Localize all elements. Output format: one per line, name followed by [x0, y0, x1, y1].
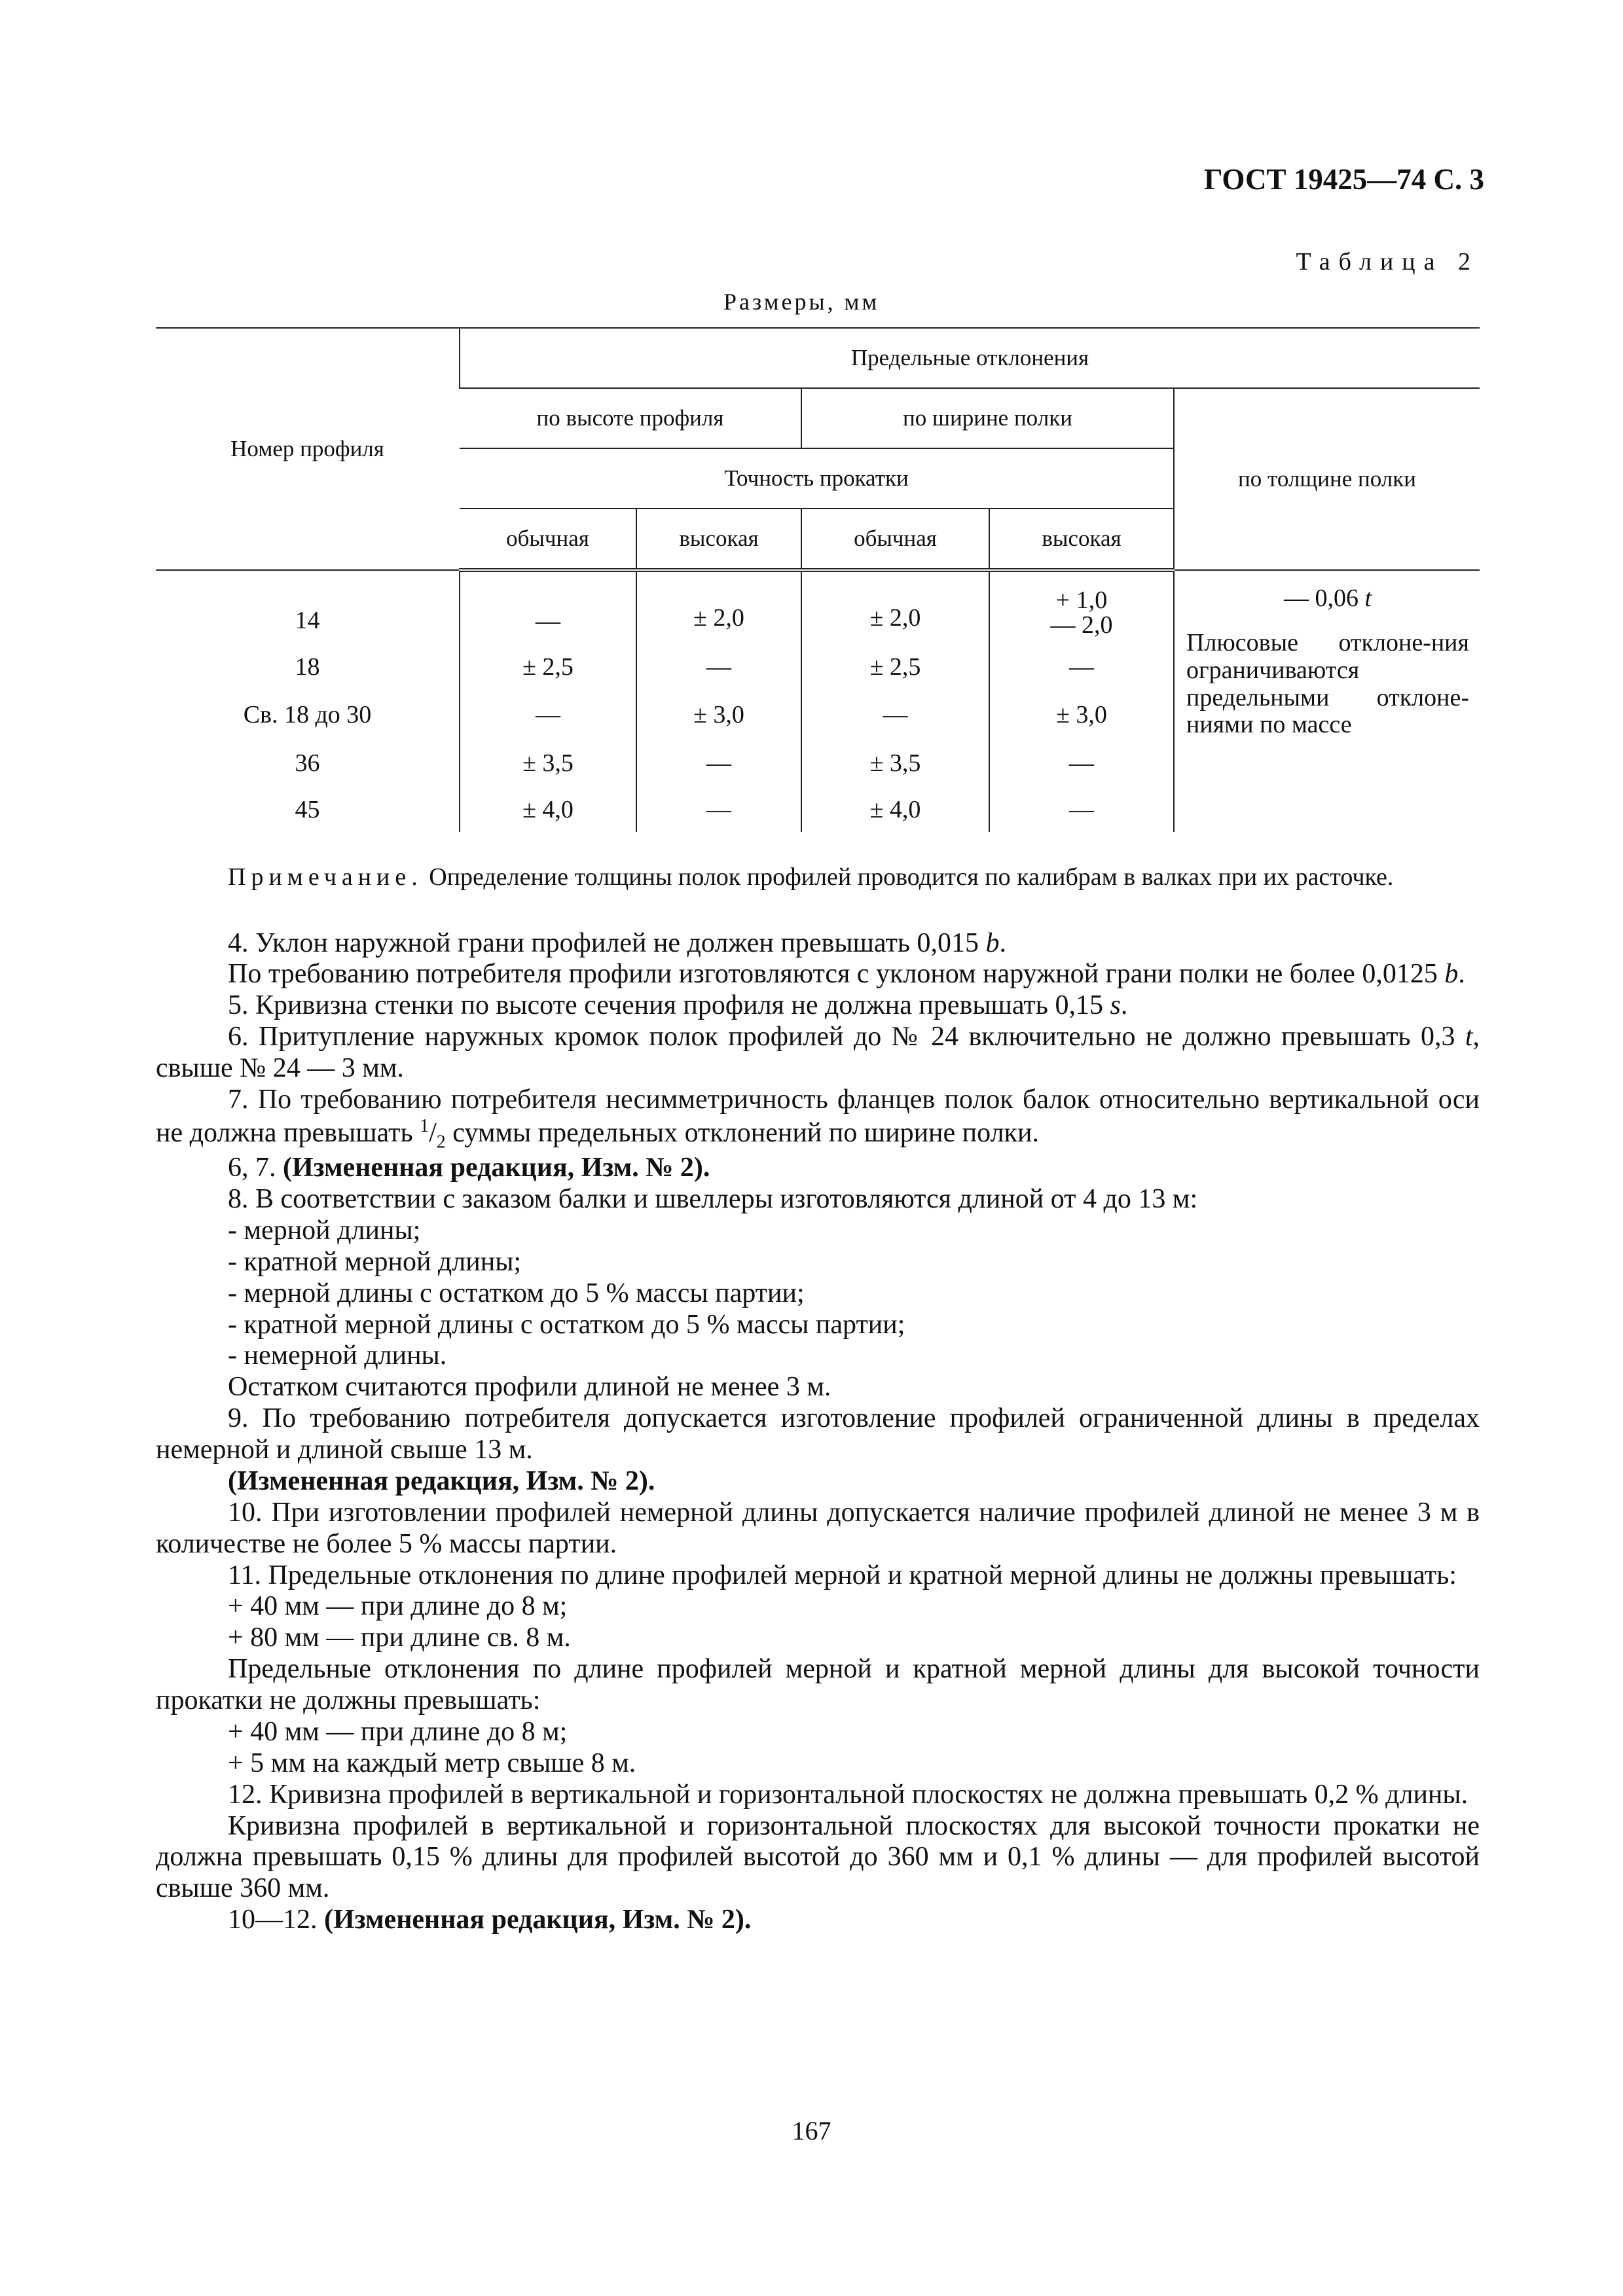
list-item: + 40 мм — при длине до 8 м;: [228, 1591, 568, 1622]
height-high-cell: —: [706, 796, 731, 823]
page-number: 167: [792, 2116, 831, 2145]
width-normal-cell: ± 2,5: [869, 653, 921, 681]
width-high-cell-2: — 2,0: [1050, 611, 1113, 639]
table-note: [156, 863, 1480, 893]
profile-cell: 18: [295, 653, 320, 681]
table-label: Таблица 2: [1296, 248, 1479, 276]
height-normal-cell: ± 4,0: [522, 796, 574, 823]
header-high: высокая: [636, 509, 801, 570]
width-normal-cell: ± 4,0: [869, 796, 921, 823]
note-label: Примечание.: [228, 863, 423, 891]
paragraph-num: 10—12.: [228, 1905, 324, 1935]
body-text: [156, 863, 1480, 1936]
header-limits: Предельные отклонения: [460, 328, 1480, 388]
table-row: [156, 570, 1480, 643]
header-height: по высоте профиля: [460, 388, 801, 448]
height-high-cell: —: [706, 749, 731, 777]
header-high: высокая: [989, 509, 1174, 570]
paragraph-num: 6, 7.: [228, 1153, 283, 1183]
header-thickness: по толщине полки: [1174, 388, 1480, 570]
profile-cell: 14: [295, 606, 320, 634]
paragraph-10: 10. При изготовлении профилей немерной длины допускается наличие профилей длиной не менее 3 м в количестве не более 5 % массы партии.: [156, 1497, 1480, 1559]
paragraph-9-edit: [156, 1466, 1480, 1498]
list-item: + 80 мм — при длине св. 8 м.: [228, 1623, 571, 1653]
note-text: Определение толщины полок профилей проводится по калибрам в валках при их расточке.: [422, 863, 1394, 891]
width-high-cell: —: [1069, 796, 1094, 823]
paragraph-12b: Кривизна профилей в вертикальной и горизонтальной плоскостях для высокой точности прокатки не должна превышать 0,15 % длины для профилей высотой до 360 мм и 0,1 % длины — для профилей высотой свыше 360 мм.: [156, 1810, 1480, 1904]
list-item: - немерной длины.: [228, 1340, 447, 1371]
paragraph-7-text-end: суммы предельных отклонений по ширине полки.: [445, 1117, 1039, 1148]
paragraph-10-12-edit: [156, 1905, 1480, 1936]
paragraph-7: 7. По требованию потребителя несимметричность фланцев полок балок относительно вертикальной оси не должна превышать $^1/_2$ суммы предельных отклонений по ширине полки.: [156, 1084, 1480, 1153]
height-normal-cell: ± 3,5: [522, 749, 574, 777]
height-normal-cell: —: [536, 701, 560, 728]
height-normal-cell: ± 2,5: [522, 653, 574, 681]
list-item: - мерной длины;: [228, 1215, 421, 1246]
width-normal-cell: ± 3,5: [869, 749, 921, 777]
width-high-cell: ± 3,0: [1056, 701, 1107, 728]
profile-cell: 36: [295, 749, 320, 777]
paragraph-4: 4. Уклон наружной грани профилей не должен превышать 0,015 b.: [228, 927, 1006, 958]
table-units: Размеры, мм: [723, 289, 880, 315]
paragraph-6: 6. Притупление наружных кромок полок профилей до № 24 включительно не должно превышать 0,3 t, свыше № 24 — 3 мм.: [156, 1022, 1480, 1084]
paragraph-9: 9. По требованию потребителя допускается изготовление профилей ограниченной длины в пределах немерной и длиной свыше 13 м.: [156, 1403, 1480, 1465]
paragraph-11b: Предельные отклонения по длине профилей мерной и кратной мерной длины для высокой точности прокатки не должны превышать:: [156, 1654, 1480, 1716]
edit-note: (Измененная редакция, Изм. № 2).: [228, 1465, 655, 1496]
paragraph-11: 11. Предельные отклонения по длине профилей мерной и кратной мерной длины не должны превышать:: [228, 1560, 1457, 1590]
header-accuracy: Точность прокатки: [460, 448, 1174, 509]
height-normal-cell: —: [536, 607, 560, 635]
height-high-cell: ± 2,0: [693, 603, 744, 632]
list-item: + 40 мм — при длине до 8 м;: [228, 1716, 568, 1747]
width-high-cell: —: [1069, 653, 1094, 681]
page-header: ГОСТ 19425—74 С. 3: [1203, 163, 1484, 196]
paragraph-6-7-edit: [156, 1153, 1480, 1184]
deviations-table: [156, 327, 1480, 832]
width-normal-cell: ± 2,0: [869, 603, 921, 632]
height-high-cell: —: [706, 653, 731, 681]
paragraph-8b: Остатком считаются профили длиной не менее 3 м.: [228, 1372, 831, 1403]
thickness-note: Плюсовые отклоне-ния ограничиваются предельными отклоне-ниями по массе: [1186, 629, 1469, 739]
edit-note: (Измененная редакция, Изм. № 2).: [283, 1153, 710, 1183]
list-item: - мерной длины с остатком до 5 % массы партии;: [228, 1278, 805, 1308]
header-profile: Номер профиля: [156, 328, 460, 570]
height-high-cell: ± 3,0: [693, 701, 744, 728]
paragraph-12: 12. Кривизна профилей в вертикальной и горизонтальной плоскостях не должна превышать 0,2 % длины.: [228, 1779, 1468, 1810]
list-item: - кратной мерной длины с остатком до 5 % массы партии;: [228, 1309, 905, 1340]
edit-note: (Измененная редакция, Изм. № 2).: [324, 1905, 752, 1935]
paragraph-4b: По требованию потребителя профили изготовляются с уклоном наружной грани полки не более 0,0125 b.: [228, 959, 1465, 990]
paragraph-5: 5. Кривизна стенки по высоте сечения профиля не должна превышать 0,15 s.: [228, 990, 1128, 1021]
thickness-value: — 0,06 t: [1283, 584, 1372, 612]
header-width: по ширине полки: [801, 388, 1174, 448]
paragraph-7-text: 7. По требованию потребителя несимметричность фланцев полок балок относительно вертикальной оси не должна превышать: [156, 1084, 1480, 1148]
width-high-cell: + 1,0: [1055, 586, 1108, 614]
header-normal: обычная: [801, 509, 989, 570]
paragraph-8: 8. В соответствии с заказом балки и швеллеры изготовляются длиной от 4 до 13 м:: [228, 1184, 1198, 1215]
profile-cell: 45: [295, 796, 320, 823]
profile-cell: Св. 18 до 30: [243, 701, 372, 728]
header-normal: обычная: [460, 509, 636, 570]
width-high-cell: —: [1069, 749, 1094, 777]
list-item: + 5 мм на каждый метр свыше 8 м.: [228, 1748, 636, 1778]
width-normal-cell: —: [883, 701, 908, 728]
list-item: - кратной мерной длины;: [228, 1246, 522, 1277]
